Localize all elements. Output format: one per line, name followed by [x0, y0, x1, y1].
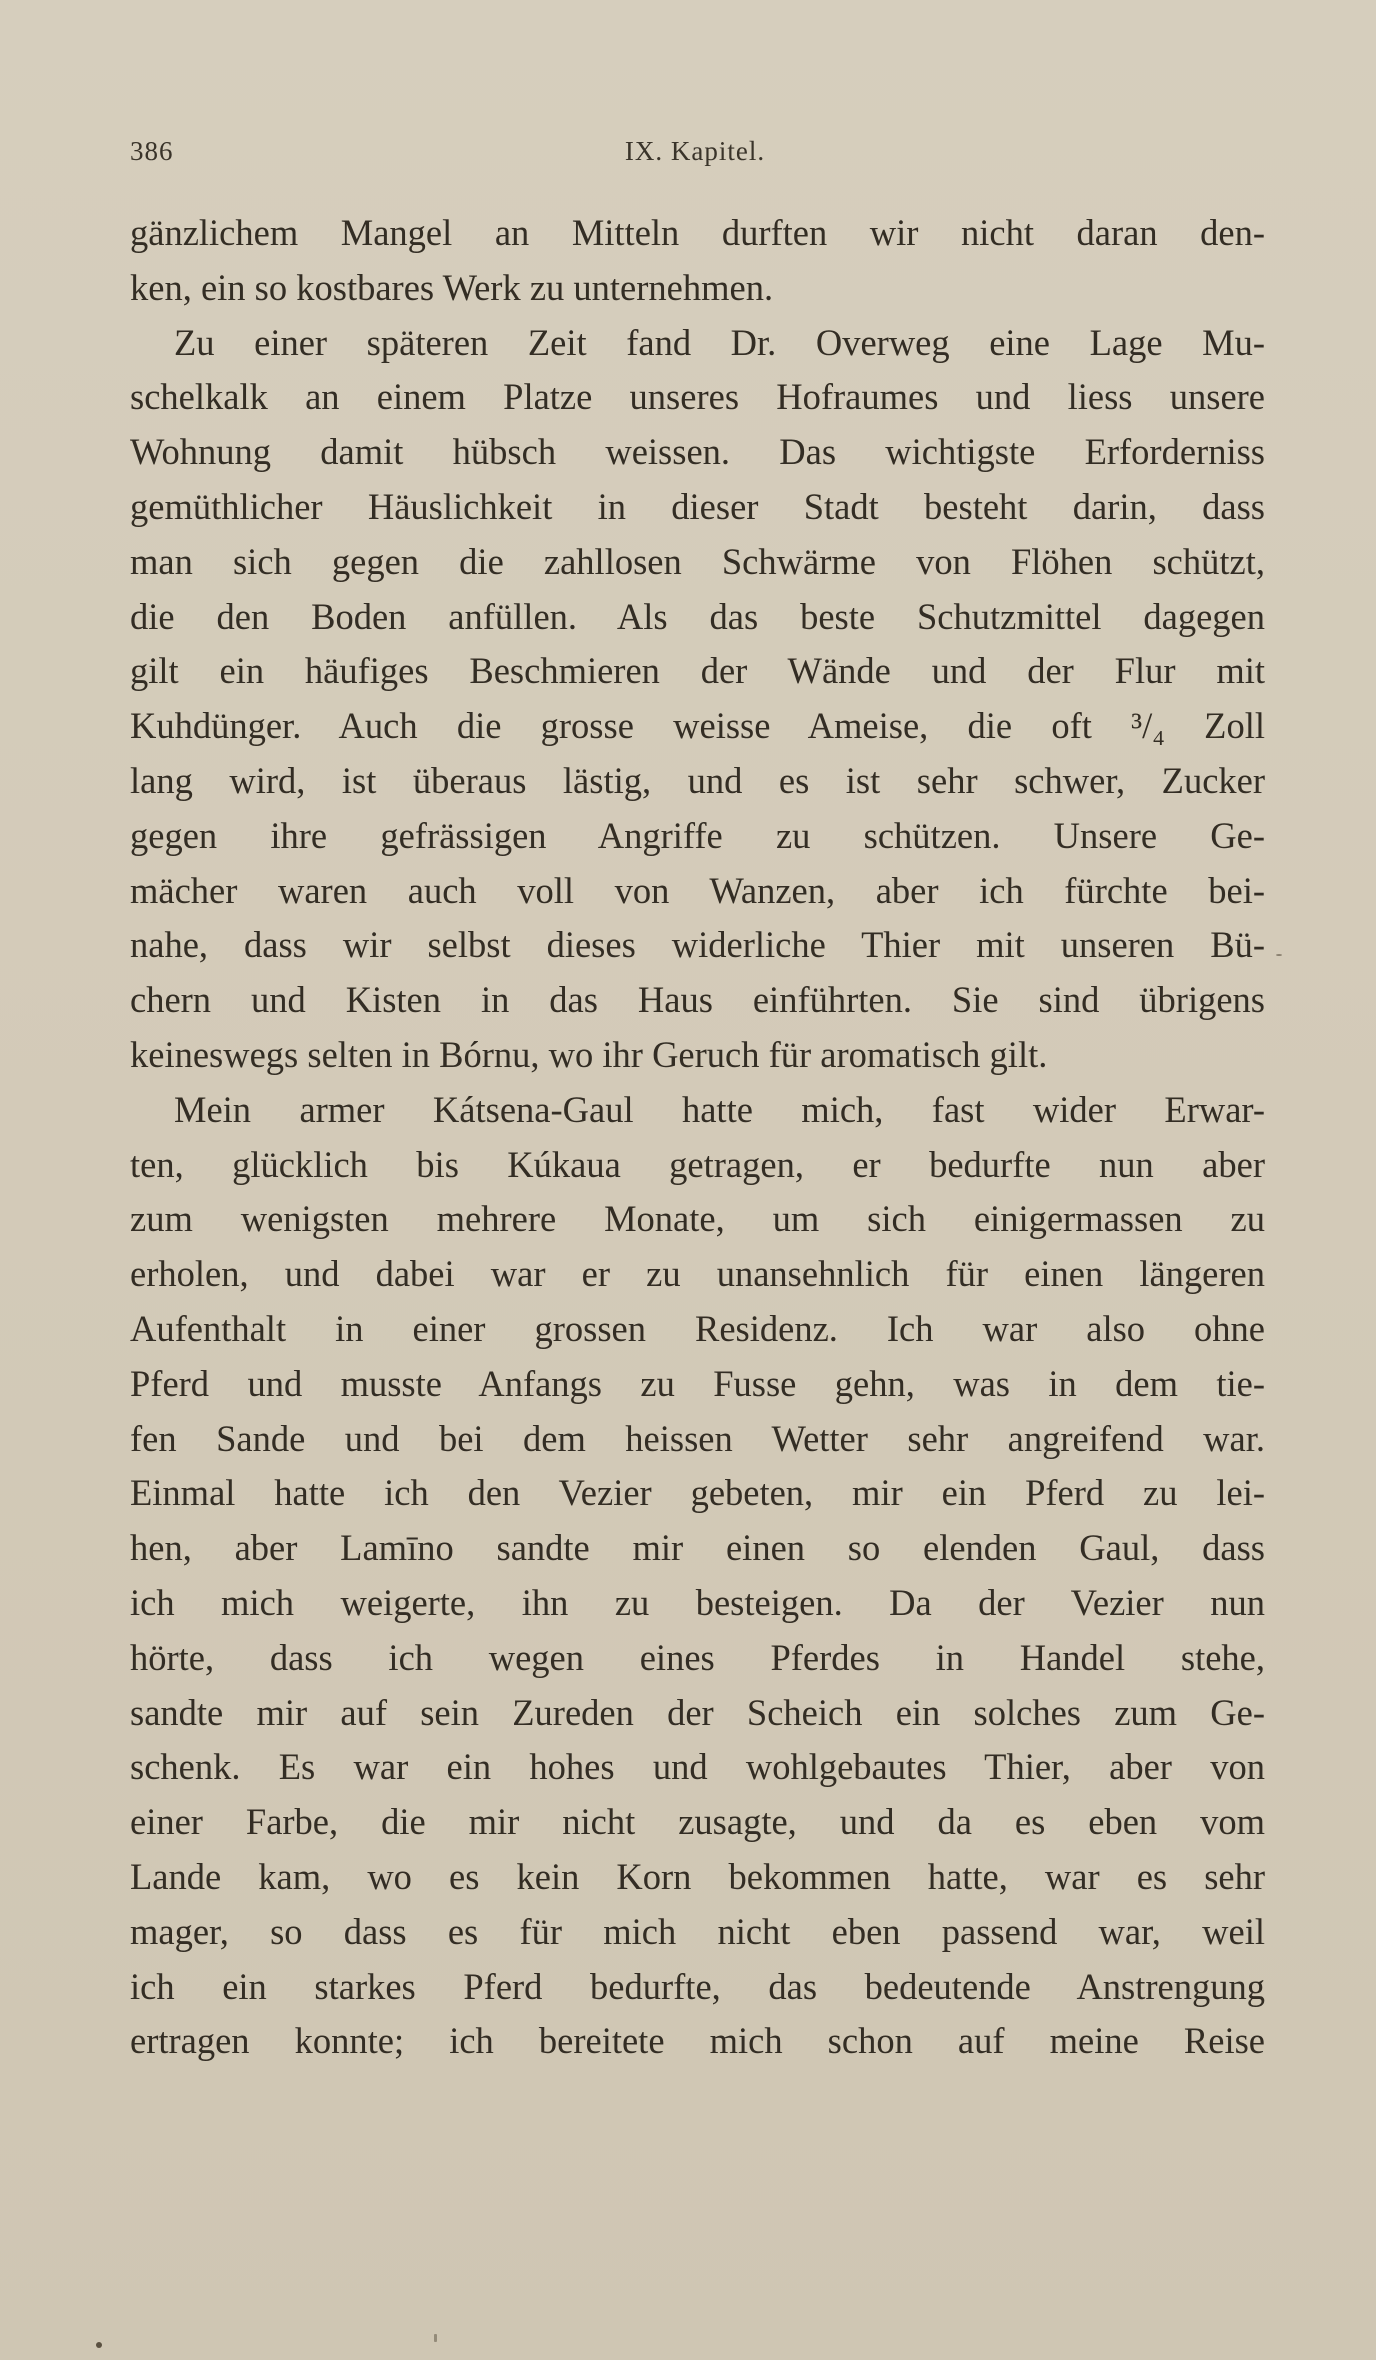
- text-line: keineswegs selten in Bórnu, wo ihr Geruch für aromatisch gilt.: [130, 1033, 1048, 1075]
- page-number: 386: [130, 136, 174, 166]
- paper-speck: [96, 2342, 102, 2348]
- text-line: zum wenigsten mehrere Monate, um sich einigermassen zu: [130, 1198, 1265, 1240]
- text-line: Pferd und musste Anfangs zu Fusse gehn, was in dem tie-: [130, 1362, 1265, 1404]
- text-line: nahe, dass wir selbst dieses widerliche Thier mit unseren Bü-: [130, 924, 1265, 966]
- text-line: Aufenthalt in einer grossen Residenz. Ich war also ohne: [130, 1307, 1265, 1349]
- text-line: Lande kam, wo es kein Korn bekommen hatte, war es sehr: [130, 1855, 1265, 1897]
- text-line: hen, aber Lamīno sandte mir einen so elenden Gaul, dass: [130, 1527, 1265, 1569]
- text-line: Zu einer späteren Zeit fand Dr. Overweg eine Lage Mu-: [174, 321, 1265, 363]
- text-line: die den Boden anfüllen. Als das beste Schutzmittel dagegen: [130, 595, 1265, 637]
- text-line: man sich gegen die zahllosen Schwärme von Flöhen schützt,: [130, 540, 1265, 582]
- text-line: schenk. Es war ein hohes und wohlgebautes Thier, aber von: [130, 1746, 1265, 1788]
- text-line: fen Sande und bei dem heissen Wetter sehr angreifend war.: [130, 1417, 1265, 1459]
- text-line: Mein armer Kátsena-Gaul hatte mich, fast wider Erwar-: [174, 1088, 1265, 1130]
- paper-speck: [1276, 954, 1282, 956]
- text-line: hörte, dass ich wegen eines Pferdes in Handel stehe,: [130, 1636, 1265, 1678]
- running-head: IX. Kapitel.: [624, 136, 766, 166]
- text-line: mager, so dass es für mich nicht eben passend war, weil: [130, 1910, 1265, 1952]
- text-line: ertragen konnte; ich bereitete mich schon auf meine Reise: [130, 2020, 1265, 2062]
- body-text: [130, 206, 1265, 2069]
- text-line: ken, ein so kostbares Werk zu unternehmen.: [130, 266, 774, 308]
- text-line: einer Farbe, die mir nicht zusagte, und da es eben vom: [130, 1801, 1265, 1843]
- text-line: ich ein starkes Pferd bedurfte, das bedeutende Anstrengung: [130, 1965, 1265, 2007]
- text-line: Wohnung damit hübsch weissen. Das wichtigste Erforderniss: [130, 431, 1265, 473]
- text-line: gänzlichem Mangel an Mitteln durften wir nicht daran den-: [130, 212, 1265, 253]
- text-line: erholen, und dabei war er zu unansehnlich für einen längeren: [130, 1253, 1265, 1295]
- text-line: Einmal hatte ich den Vezier gebeten, mir ein Pferd zu lei-: [130, 1472, 1265, 1514]
- text-line: gegen ihre gefrässigen Angriffe zu schützen. Unsere Ge-: [130, 814, 1265, 856]
- text-line: chern und Kisten in das Haus einführten. Sie sind übrigens: [130, 979, 1265, 1021]
- text-line: Kuhdünger. Auch die grosse weisse Ameise, die oft ³/₄ Zoll: [130, 705, 1265, 747]
- text-line: gilt ein häufiges Beschmieren der Wände und der Flur mit: [130, 650, 1265, 692]
- text-line: ich mich weigerte, ihn zu besteigen. Da der Vezier nun: [130, 1581, 1265, 1623]
- paper-speck: [434, 2334, 437, 2342]
- text-line: sandte mir auf sein Zureden der Scheich ein solches zum Ge-: [130, 1691, 1265, 1733]
- text-line: ten, glücklich bis Kúkaua getragen, er bedurfte nun aber: [130, 1143, 1265, 1185]
- text-line: mächer waren auch voll von Wanzen, aber ich fürchte bei-: [130, 869, 1265, 911]
- text-line: gemüthlicher Häuslichkeit in dieser Stadt besteht darin, dass: [130, 485, 1265, 527]
- page-header: [130, 136, 1260, 176]
- text-line: lang wird, ist überaus lästig, und es ist sehr schwer, Zucker: [130, 759, 1265, 801]
- text-line: schelkalk an einem Platze unseres Hofraumes und liess unsere: [130, 376, 1265, 418]
